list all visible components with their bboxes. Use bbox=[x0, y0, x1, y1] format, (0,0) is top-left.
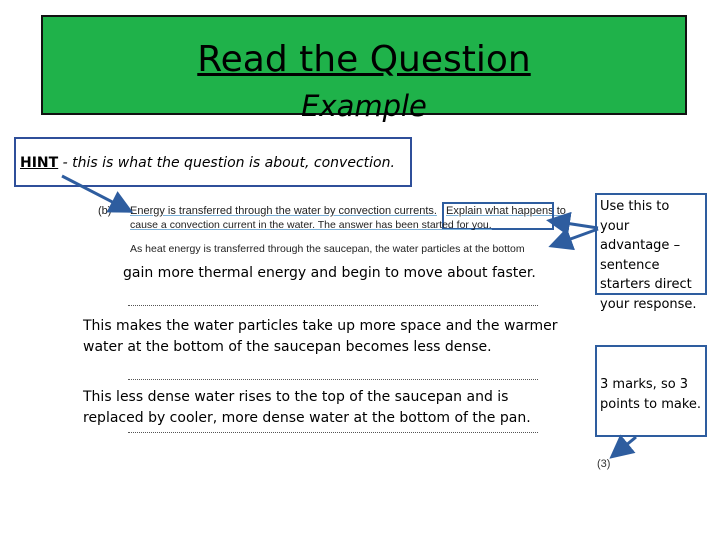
answer-line-4: This less dense water rises to the top of the saucepan and is bbox=[83, 389, 509, 405]
slide-subtitle: Example bbox=[301, 89, 427, 123]
starter-arrow-explain bbox=[552, 221, 598, 228]
answer-line-5: replaced by cooler, more dense water at the bottom of the pan. bbox=[83, 410, 531, 426]
question-command-words: Explain what happens to bbox=[446, 205, 566, 217]
starter-arrow-answer bbox=[554, 229, 598, 245]
hint-description: - this is what the question is about, convection. bbox=[58, 155, 395, 171]
marks-note: 3 marks, so 3 points to make. bbox=[595, 345, 707, 437]
question-line-1: Energy is transferred through the water by convection currents. bbox=[130, 205, 437, 217]
answer-line-3: water at the bottom of the saucepan becomes less dense. bbox=[83, 339, 492, 355]
question-line-2: cause a convection current in the water. The answer has been started for you. bbox=[130, 219, 492, 231]
question-part-label: (b) bbox=[98, 205, 112, 217]
question-line-3: As heat energy is transferred through the saucepan, the water particles at the bottom bbox=[130, 243, 525, 255]
sentence-starter-note: Use this to your advantage – sentence starters direct your response. bbox=[595, 193, 707, 295]
marks-arrow bbox=[614, 437, 636, 455]
slide-title: Read the Question bbox=[197, 39, 531, 80]
hint-label: HINT bbox=[20, 155, 59, 171]
answer-line-1: gain more thermal energy and begin to move about faster. bbox=[123, 265, 536, 281]
hint-arrow bbox=[62, 176, 128, 210]
answer-line-2: This makes the water particles take up more space and the warmer bbox=[83, 318, 558, 334]
marks-label: (3) bbox=[597, 458, 611, 470]
